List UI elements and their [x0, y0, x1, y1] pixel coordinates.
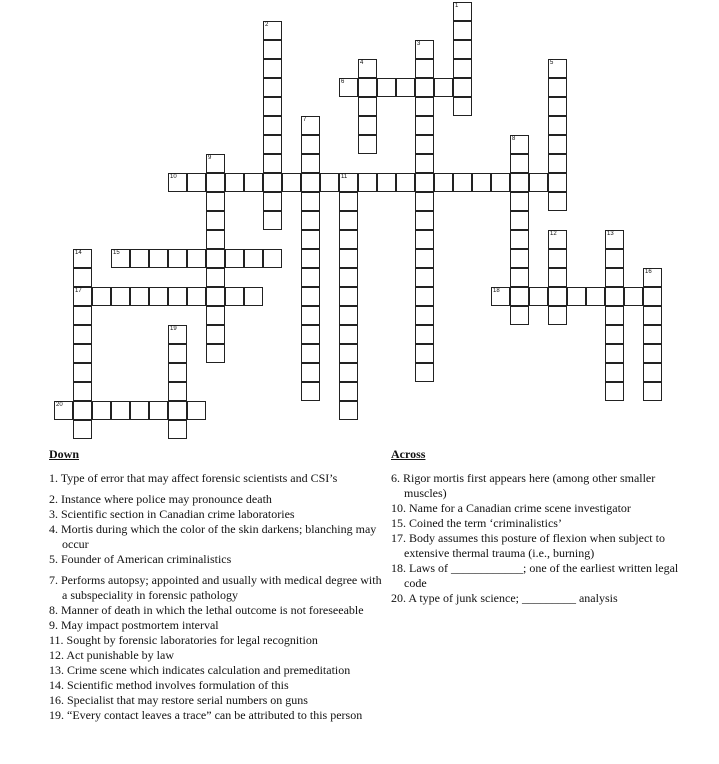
crossword-cell[interactable]: [244, 287, 263, 306]
clue-item: 1. Type of error that may affect forensic scientists and CSI’s: [49, 471, 338, 485]
crossword-cell[interactable]: [415, 344, 434, 363]
crossword-cell[interactable]: [548, 230, 567, 249]
crossword-cell[interactable]: [206, 154, 225, 173]
crossword-cell[interactable]: [643, 382, 662, 401]
crossword-cell[interactable]: [548, 116, 567, 135]
crossword-cell[interactable]: [453, 78, 472, 97]
crossword-cell[interactable]: [73, 382, 92, 401]
crossword-cell[interactable]: [301, 135, 320, 154]
crossword-cell[interactable]: [605, 363, 624, 382]
crossword-cell[interactable]: [605, 230, 624, 249]
crossword-cell[interactable]: [624, 287, 643, 306]
crossword-cell[interactable]: [358, 116, 377, 135]
clue-item: 17. Body assumes this posture of flexion when subject to extensive thermal trauma (i.e., burning): [391, 531, 665, 560]
clue-number: 3: [417, 41, 421, 47]
crossword-cell[interactable]: [301, 382, 320, 401]
crossword-cell[interactable]: [605, 344, 624, 363]
crossword-cell[interactable]: [586, 287, 605, 306]
crossword-cell[interactable]: [510, 192, 529, 211]
crossword-cell[interactable]: [510, 306, 529, 325]
crossword-cell[interactable]: [548, 154, 567, 173]
crossword-cell[interactable]: [263, 78, 282, 97]
clue-number: 1: [455, 3, 459, 9]
crossword-cell[interactable]: [415, 59, 434, 78]
clue-number: 2: [265, 22, 269, 28]
crossword-cell[interactable]: [282, 173, 301, 192]
crossword-cell[interactable]: [225, 173, 244, 192]
crossword-cell[interactable]: [339, 78, 358, 97]
crossword-cell[interactable]: [396, 78, 415, 97]
crossword-cell[interactable]: [548, 173, 567, 192]
crossword-cell[interactable]: [643, 325, 662, 344]
crossword-cell[interactable]: [605, 325, 624, 344]
crossword-cell[interactable]: [301, 211, 320, 230]
crossword-cell[interactable]: [358, 97, 377, 116]
crossword-cell[interactable]: [415, 211, 434, 230]
crossword-cell[interactable]: [168, 401, 187, 420]
crossword-cell[interactable]: [548, 78, 567, 97]
crossword-cell[interactable]: [301, 306, 320, 325]
clue-number: 4: [360, 60, 364, 66]
crossword-cell[interactable]: [415, 173, 434, 192]
crossword-cell[interactable]: [111, 249, 130, 268]
crossword-cell[interactable]: [73, 268, 92, 287]
crossword-cell[interactable]: [377, 78, 396, 97]
crossword-cell[interactable]: [168, 382, 187, 401]
crossword-cell[interactable]: [510, 135, 529, 154]
crossword-cell[interactable]: [206, 192, 225, 211]
crossword-cell[interactable]: [206, 287, 225, 306]
crossword-cell[interactable]: [149, 401, 168, 420]
crossword-cell[interactable]: [54, 401, 73, 420]
crossword-cell[interactable]: [605, 287, 624, 306]
crossword-cell[interactable]: [168, 344, 187, 363]
crossword-cell[interactable]: [301, 192, 320, 211]
crossword-cell[interactable]: [206, 306, 225, 325]
crossword-cell[interactable]: [206, 268, 225, 287]
crossword-cell[interactable]: [168, 363, 187, 382]
crossword-cell[interactable]: [111, 401, 130, 420]
crossword-cell[interactable]: [339, 211, 358, 230]
crossword-cell[interactable]: [548, 249, 567, 268]
clue-item: 10. Name for a Canadian crime scene investigator: [391, 501, 631, 515]
clue-item: 14. Scientific method involves formulation of this: [49, 678, 289, 692]
crossword-cell[interactable]: [301, 173, 320, 192]
crossword-cell[interactable]: [453, 59, 472, 78]
clue-item: 19. “Every contact leaves a trace” can be attributed to this person: [49, 708, 363, 722]
crossword-cell[interactable]: [415, 135, 434, 154]
across-clue-list: [391, 471, 681, 606]
crossword-cell[interactable]: [206, 325, 225, 344]
crossword-cell[interactable]: [73, 287, 92, 306]
crossword-cell[interactable]: [605, 382, 624, 401]
across-heading: Across: [391, 447, 426, 461]
crossword-cell[interactable]: [301, 325, 320, 344]
clue-number: 13: [607, 231, 614, 237]
crossword-cell[interactable]: [339, 382, 358, 401]
crossword-cell[interactable]: [206, 173, 225, 192]
crossword-cell[interactable]: [187, 173, 206, 192]
crossword-cell[interactable]: [263, 135, 282, 154]
crossword-cell[interactable]: [415, 325, 434, 344]
crossword-cell[interactable]: [149, 287, 168, 306]
down-clue-list: [49, 471, 389, 723]
crossword-cell[interactable]: [529, 287, 548, 306]
crossword-cell[interactable]: [358, 135, 377, 154]
clue-item: 5. Founder of American criminalistics: [49, 552, 232, 566]
clue-number: 16: [645, 269, 652, 275]
crossword-cell[interactable]: [491, 287, 510, 306]
crossword-cell[interactable]: [263, 116, 282, 135]
clue-item: 7. Performs autopsy; appointed and usually with medical degree with a subspeciality in forensic pathology: [49, 573, 382, 602]
crossword-cell[interactable]: [130, 249, 149, 268]
crossword-cell[interactable]: [339, 325, 358, 344]
crossword-cell[interactable]: [149, 249, 168, 268]
clue-number: 6: [341, 79, 345, 85]
crossword-cell[interactable]: [339, 249, 358, 268]
crossword-cell[interactable]: [415, 306, 434, 325]
crossword-cell[interactable]: [187, 249, 206, 268]
crossword-cell[interactable]: [301, 230, 320, 249]
clue-number: 11: [341, 174, 348, 180]
crossword-cell[interactable]: [453, 21, 472, 40]
crossword-cell[interactable]: [415, 363, 434, 382]
clue-number: 8: [512, 136, 516, 142]
crossword-cell[interactable]: [168, 173, 187, 192]
crossword-cell[interactable]: [263, 211, 282, 230]
crossword-cell[interactable]: [434, 78, 453, 97]
clue-number: 19: [170, 326, 177, 332]
clue-number: 10: [170, 174, 177, 180]
clue-number: 7: [303, 117, 307, 123]
crossword-cell[interactable]: [206, 211, 225, 230]
crossword-cell[interactable]: [187, 287, 206, 306]
crossword-cell[interactable]: [529, 173, 548, 192]
crossword-cell[interactable]: [73, 249, 92, 268]
clue-item: 18. Laws of ____________; one of the earliest written legal code: [391, 561, 679, 590]
clue-item: 11. Sought by forensic laboratories for legal recognition: [49, 633, 318, 647]
clue-number: 12: [550, 231, 557, 237]
down-heading: Down: [49, 447, 80, 461]
crossword-cell[interactable]: [73, 306, 92, 325]
crossword-cell[interactable]: [643, 268, 662, 287]
crossword-cell[interactable]: [339, 192, 358, 211]
crossword-cell[interactable]: [339, 173, 358, 192]
crossword-cell[interactable]: [73, 363, 92, 382]
crossword-cell[interactable]: [510, 230, 529, 249]
crossword-cell[interactable]: [339, 306, 358, 325]
crossword-cell[interactable]: [453, 173, 472, 192]
crossword-cell[interactable]: [415, 268, 434, 287]
crossword-cell[interactable]: [415, 78, 434, 97]
crossword-cell[interactable]: [548, 287, 567, 306]
crossword-cell[interactable]: [358, 59, 377, 78]
crossword-cell[interactable]: [187, 401, 206, 420]
crossword-cell[interactable]: [491, 173, 510, 192]
crossword-cell[interactable]: [225, 249, 244, 268]
crossword-cell[interactable]: [548, 97, 567, 116]
clue-number: 17: [75, 288, 82, 294]
crossword-cell[interactable]: [263, 97, 282, 116]
crossword-cell[interactable]: [263, 40, 282, 59]
crossword-cell[interactable]: [643, 344, 662, 363]
crossword-cell[interactable]: [415, 97, 434, 116]
clue-number: 18: [493, 288, 500, 294]
crossword-cell[interactable]: [643, 363, 662, 382]
clue-number: 15: [113, 250, 120, 256]
crossword-cell[interactable]: [453, 2, 472, 21]
crossword-cell[interactable]: [548, 59, 567, 78]
clue-item: 8. Manner of death in which the lethal outcome is not foreseeable: [49, 603, 364, 617]
clue-item: 15. Coined the term ‘criminalistics’: [391, 516, 562, 530]
crossword-cell[interactable]: [396, 173, 415, 192]
crossword-cell[interactable]: [206, 249, 225, 268]
crossword-cell[interactable]: [415, 116, 434, 135]
crossword-cell[interactable]: [510, 154, 529, 173]
crossword-cell[interactable]: [415, 154, 434, 173]
crossword-cell[interactable]: [510, 268, 529, 287]
crossword-cell[interactable]: [225, 287, 244, 306]
crossword-cell[interactable]: [339, 230, 358, 249]
crossword-cell[interactable]: [168, 249, 187, 268]
crossword-cell[interactable]: [301, 287, 320, 306]
crossword-cell[interactable]: [168, 420, 187, 439]
clue-item: 2. Instance where police may pronounce death: [49, 492, 272, 506]
crossword-cell[interactable]: [111, 287, 130, 306]
crossword-cell[interactable]: [73, 344, 92, 363]
crossword-cell[interactable]: [415, 230, 434, 249]
crossword-cell[interactable]: [510, 287, 529, 306]
crossword-cell[interactable]: [358, 173, 377, 192]
crossword-cell[interactable]: [415, 287, 434, 306]
crossword-cell[interactable]: [358, 78, 377, 97]
crossword-cell[interactable]: [548, 268, 567, 287]
clue-item: 9. May impact postmortem interval: [49, 618, 219, 632]
crossword-cell[interactable]: [415, 192, 434, 211]
crossword-cell[interactable]: [548, 135, 567, 154]
crossword-cell[interactable]: [415, 40, 434, 59]
crossword-cell[interactable]: [339, 401, 358, 420]
clue-item: 4. Mortis during which the color of the skin darkens; blanching may occur: [49, 522, 377, 551]
crossword-cell[interactable]: [415, 249, 434, 268]
crossword-cell[interactable]: [301, 116, 320, 135]
crossword-cell[interactable]: [377, 173, 396, 192]
crossword-cell[interactable]: [301, 344, 320, 363]
crossword-cell[interactable]: [510, 249, 529, 268]
crossword-cell[interactable]: [244, 173, 263, 192]
crossword-cell[interactable]: [605, 306, 624, 325]
crossword-cell[interactable]: [263, 192, 282, 211]
crossword-cell[interactable]: [472, 173, 491, 192]
crossword-cell[interactable]: [130, 401, 149, 420]
crossword-cell[interactable]: [92, 401, 111, 420]
crossword-cell[interactable]: [263, 59, 282, 78]
crossword-cell[interactable]: [339, 363, 358, 382]
crossword-cell[interactable]: [73, 325, 92, 344]
crossword-cell[interactable]: [263, 21, 282, 40]
crossword-cell[interactable]: [301, 154, 320, 173]
crossword-cell[interactable]: [339, 268, 358, 287]
crossword-cell[interactable]: [643, 287, 662, 306]
crossword-cell[interactable]: [244, 249, 263, 268]
crossword-cell[interactable]: [168, 325, 187, 344]
crossword-cell[interactable]: [605, 249, 624, 268]
crossword-cell[interactable]: [92, 287, 111, 306]
clue-number: 20: [56, 402, 63, 408]
crossword-cell[interactable]: [339, 344, 358, 363]
crossword-cell[interactable]: [434, 173, 453, 192]
clue-item: 6. Rigor mortis first appears here (among other smaller muscles): [391, 471, 656, 500]
crossword-cell[interactable]: [567, 287, 586, 306]
clue-number: 5: [550, 60, 554, 66]
crossword-cell[interactable]: [301, 268, 320, 287]
crossword-cell[interactable]: [548, 192, 567, 211]
clue-item: 3. Scientific section in Canadian crime laboratories: [49, 507, 295, 521]
crossword-cell[interactable]: [301, 249, 320, 268]
crossword-cell[interactable]: [453, 40, 472, 59]
crossword-cell[interactable]: [206, 230, 225, 249]
crossword-cell[interactable]: [339, 287, 358, 306]
crossword-cell[interactable]: [206, 344, 225, 363]
clue-number: 9: [208, 155, 212, 161]
crossword-cell[interactable]: [510, 211, 529, 230]
crossword-cell[interactable]: [301, 363, 320, 382]
clue-item: 13. Crime scene which indicates calculation and premeditation: [49, 663, 351, 677]
crossword-cell[interactable]: [320, 173, 339, 192]
crossword-cell[interactable]: [73, 401, 92, 420]
crossword-cell[interactable]: [73, 420, 92, 439]
clue-number: 14: [75, 250, 82, 256]
clue-item: 12. Act punishable by law: [49, 648, 174, 662]
crossword-cell[interactable]: [130, 287, 149, 306]
crossword-cell[interactable]: [605, 268, 624, 287]
clue-item: 16. Specialist that may restore serial numbers on guns: [49, 693, 308, 707]
crossword-cell[interactable]: [263, 173, 282, 192]
crossword-cell[interactable]: [168, 287, 187, 306]
crossword-cell[interactable]: [510, 173, 529, 192]
clue-item: 20. A type of junk science; _________ analysis: [391, 591, 618, 605]
crossword-cell[interactable]: [263, 249, 282, 268]
crossword-cell[interactable]: [548, 306, 567, 325]
crossword-cell[interactable]: [453, 97, 472, 116]
crossword-cell[interactable]: [263, 154, 282, 173]
crossword-cell[interactable]: [643, 306, 662, 325]
